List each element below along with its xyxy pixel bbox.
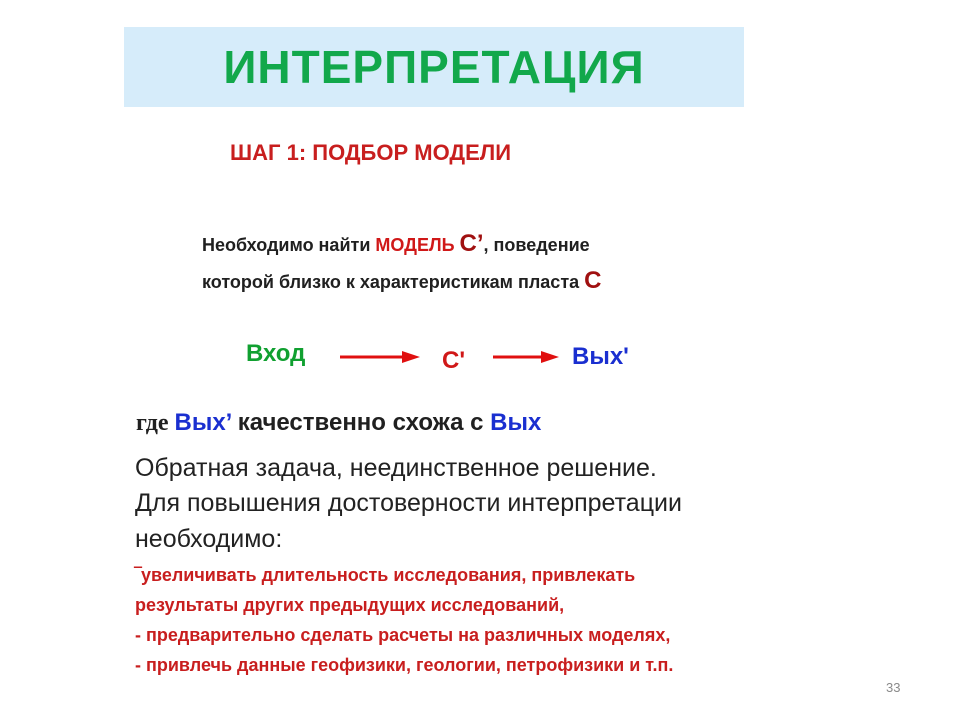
recommendation-item: ‾увеличивать длительность исследования, привлекать <box>135 565 636 585</box>
model-description-line-2 <box>202 263 722 300</box>
body-line-2: Для повышения достоверности интерпретации <box>135 489 682 517</box>
step-heading: ШАГ 1: ПОДБОР МОДЕЛИ <box>230 140 512 165</box>
recommendations-list <box>135 560 835 680</box>
flow-output-label: Вых' <box>572 343 629 370</box>
arrow-right-icon <box>493 349 559 365</box>
model-description-line-1 <box>202 226 722 263</box>
where-word: где <box>136 410 175 436</box>
flow-model-label: С' <box>442 347 466 374</box>
need-text-2: , поведение <box>483 235 590 255</box>
output: Вых <box>490 409 542 436</box>
output-prime: Вых’ <box>174 409 232 436</box>
body-line-3: необходимо: <box>135 525 283 553</box>
body-line-1: Обратная задача, неединственное решение. <box>135 454 657 482</box>
model-word: МОДЕЛЬ <box>375 235 460 255</box>
flow-input-label: Вход <box>246 340 306 367</box>
title-banner <box>124 27 744 107</box>
arrow-right-icon <box>340 349 420 365</box>
model-c-prime: С’ <box>459 230 484 257</box>
page-number: 33 <box>886 680 901 695</box>
where-statement <box>136 409 541 437</box>
need-text-1: Необходимо найти <box>202 235 376 255</box>
where-middle: качественно схожа с <box>231 409 491 436</box>
reservoir-c: С <box>584 267 602 294</box>
slide-title: ИНТЕРПРЕТАЦИЯ <box>223 41 645 93</box>
recommendation-item: - привлечь данные геофизики, геологии, петрофизики и т.п. <box>135 655 674 675</box>
model-description <box>202 226 722 300</box>
need-text-3: которой близко к характеристикам пласта <box>202 272 585 292</box>
recommendation-item: - предварительно сделать расчеты на различных моделях, <box>135 625 671 645</box>
recommendation-item: результаты других предыдущих исследований, <box>135 595 565 615</box>
